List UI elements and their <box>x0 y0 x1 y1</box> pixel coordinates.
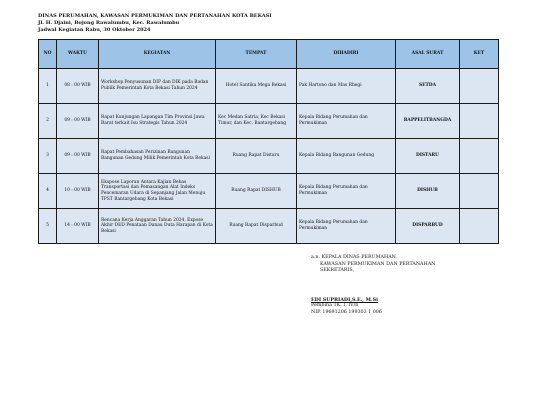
row-tempat: Hotel Santika Mega Bekasi <box>216 69 297 104</box>
row-waktu: 10 : 00 WIB <box>57 174 99 209</box>
table-row <box>39 174 499 209</box>
row-no: 1 <box>39 69 57 104</box>
signatory-rank: Pembina TK. I, IV/b <box>311 303 359 309</box>
col-header-dihadiri: DIHADIRI <box>297 40 396 69</box>
schedule-date: Jadwal Kegiatan Rabu, 30 Oktober 2024 <box>38 27 151 33</box>
row-dihadiri: Kepala Bidang Perumahan dan Permukiman <box>297 174 396 209</box>
row-tempat: Ruang Rapat Disparbud <box>216 209 297 244</box>
signature-block <box>311 255 435 317</box>
row-asal-surat: DISTARU <box>396 139 460 174</box>
row-asal-surat: DISPARBUD <box>396 209 460 244</box>
signatory-name: EDI SUPRIADI,S.E., M.Si <box>311 296 378 303</box>
row-kegiatan: Rapat Pembahasan Perizinan Bangunan Bangunan Gedung Milik Pemerintah Kota Bekasi <box>99 139 216 174</box>
signature-position: SEKRETARIS, <box>320 268 355 274</box>
row-kegiatan: Ekspose Laporan Antara Kajian Bebas Transportasi dan Pemasangan Alat Indeks Pencemaran Udara di Sepanjang Jalan Menuju TPST Bantargebang Kota Bekasi <box>99 174 216 209</box>
row-asal-surat: DISHUB <box>396 174 460 209</box>
table-row <box>39 104 499 139</box>
row-no: 3 <box>39 139 57 174</box>
table-header-row <box>39 40 499 69</box>
row-ket <box>460 69 499 104</box>
row-no: 2 <box>39 104 57 139</box>
row-dihadiri: Kepala Bidang Bangunan Gedung <box>297 139 396 174</box>
row-no: 5 <box>39 209 57 244</box>
row-dihadiri: Kepala Bidang Perumahan dan Permukiman <box>297 209 396 244</box>
row-no: 4 <box>39 174 57 209</box>
row-dihadiri: Kepala Bidang Perumahan dan Permukiman <box>297 104 396 139</box>
table-row <box>39 139 499 174</box>
row-waktu: 08 : 00 WIB <box>57 69 99 104</box>
col-header-kegiatan: KEGIATAN <box>99 40 216 69</box>
agency-name: DINAS PERUMAHAN, KAWASAN PERMUKIMAN DAN PERTANAHAN KOTA BEKASI <box>38 13 272 19</box>
col-header-waktu: WAKTU <box>57 40 99 69</box>
row-dihadiri: Pak Hartono dan Mas Rhegi <box>297 69 396 104</box>
col-header-tempat: TEMPAT <box>216 40 297 69</box>
col-header-ket: KET <box>460 40 499 69</box>
signature-agency: KAWASAN PERMUKIMAN DAN PERTANAHAN <box>320 261 436 267</box>
row-kegiatan: Workshop Penyusunan DIP dan DIK pada Badan Publik Pemerintah Kota Bekasi Tahun 2024 <box>99 69 216 104</box>
row-waktu: 09 : 00 WIB <box>57 104 99 139</box>
row-tempat: Kec Medan Satria, Kec Bekasi Timur, dan Kec. Bantargebang <box>216 104 297 139</box>
row-waktu: 09 : 00 WIB <box>57 139 99 174</box>
signatory-nip: NIP. 19691206 199303 1 006 <box>311 309 382 315</box>
table-row <box>39 209 499 244</box>
row-ket <box>460 139 499 174</box>
signature-title: a.n. KEPALA DINAS PERUMAHAN, <box>311 255 398 260</box>
row-ket <box>460 174 499 209</box>
row-waktu: 14 : 00 WIB <box>57 209 99 244</box>
row-ket <box>460 104 499 139</box>
document-header <box>38 13 272 34</box>
agency-address: Jl. H. Djaini, Bojong Rawalumbu, Kec. Rawalumbu <box>38 20 180 26</box>
row-asal-surat: SETDA <box>396 69 460 104</box>
row-asal-surat: BAPPELITBANGDA <box>396 104 460 139</box>
table-row <box>39 69 499 104</box>
row-kegiatan: Rencana Kerja Anggaran Tahun 2024, Expose Akhir DED Penataan Danau Duta Harapan di Kota Bekasi <box>99 209 216 244</box>
col-header-no: NO <box>39 40 57 69</box>
row-kegiatan: Rapat Kunjungan Lapangan Tim Provinsi Jawa Barat terkait Isu Strategis Tahun 2024 <box>99 104 216 139</box>
col-header-asal-surat: ASAL SURAT <box>396 40 460 69</box>
schedule-table <box>38 39 499 244</box>
row-ket <box>460 209 499 244</box>
row-tempat: Ruang Rapat Distaru <box>216 139 297 174</box>
row-tempat: Ruang Rapat DISHUB <box>216 174 297 209</box>
